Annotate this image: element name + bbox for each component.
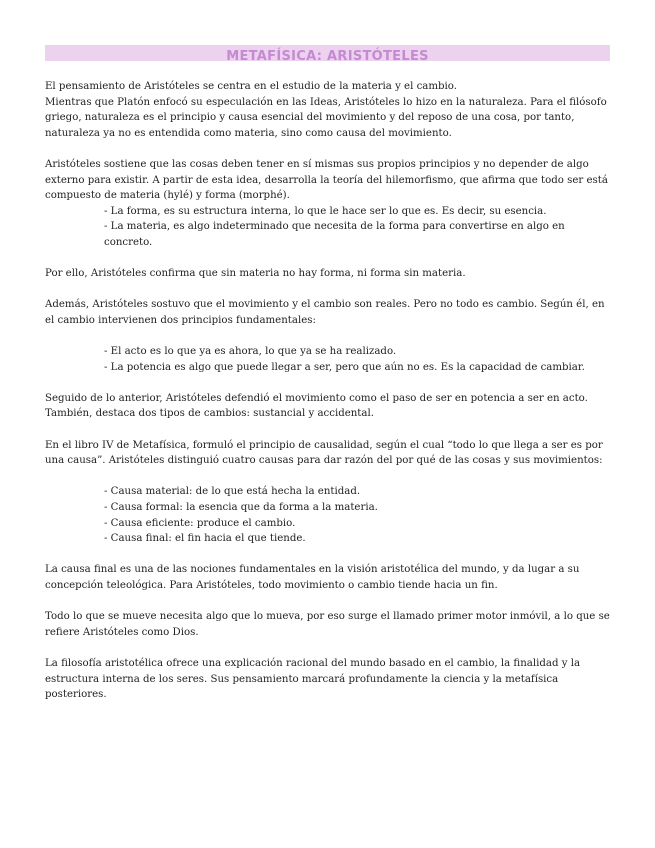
list-item: - Causa formal: la esencia que da forma a la materia. [104, 502, 378, 514]
paragraph: Por ello, Aristóteles confirma que sin materia no hay forma, ni forma sin materia. [45, 268, 466, 280]
document-body [45, 79, 610, 703]
list-item: - Causa final: el fin hacia el que tiende. [104, 533, 306, 545]
list-item: - El acto es lo que ya es ahora, lo que ya se ha realizado. [104, 346, 397, 358]
paragraph: Mientras que Platón enfocó su especulación en las Ideas, Aristóteles lo hizo en la naturaleza. Para el filósofo griego, naturaleza es el principio y causa esencial del movimiento y del reposo de una cosa, por tanto, naturaleza ya no es entendida como materia, sino como causa del movimiento. [45, 96, 607, 139]
paragraph: Además, Aristóteles sostuvo que el movimiento y el cambio son reales. Pero no todo es cambio. Según él, en el cambio intervienen dos principios fundamentales: [45, 299, 605, 326]
paragraph: Todo lo que se mueve necesita algo que lo mueva, por eso surge el llamado primer motor inmóvil, a lo que se refiere Aristóteles como Dios. [45, 611, 610, 638]
paragraph: Aristóteles sostiene que las cosas deben tener en sí mismas sus propios principios y no depender de algo externo para existir. A partir de esta idea, desarrolla la teoría del hilemorfismo, que afirma que todo ser está compuesto de materia (hylé) y forma (morphé). [45, 158, 608, 202]
title-banner [45, 45, 610, 64]
list-item: - La forma, es su estructura interna, lo que le hace ser lo que es. Es decir, su esencia. [104, 205, 547, 217]
four-causes-list [45, 484, 610, 546]
paragraph: La causa final es una de las nociones fundamentales en la visión aristotélica del mundo, y da lugar a su concepción teleológica. Para Aristóteles, todo movimiento o cambio tiende hacia un fin. [45, 564, 580, 591]
list-item: - La potencia es algo que puede llegar a ser, pero que aún no es. Es la capacidad de cambiar. [104, 361, 585, 373]
list-item: - Causa material: de lo que está hecha la entidad. [104, 486, 361, 498]
act-potency-list [45, 344, 610, 375]
paragraph: En el libro IV de Metafísica, formuló el principio de causalidad, según el cual “todo lo que llega a ser es por una causa”. Aristóteles distinguió cuatro causas para dar razón del por qué de las cosas y sus movimientos: [45, 439, 603, 467]
paragraph: El pensamiento de Aristóteles se centra en el estudio de la materia y el cambio. [45, 81, 457, 92]
list-item: - Causa eficiente: produce el cambio. [104, 517, 296, 529]
paragraph: La filosofía aristotélica ofrece una explicación racional del mundo basado en el cambio, la finalidad y la estructura interna de los seres. Sus pensamiento marcará profundamente la ciencia y la metafísica posteriores. [45, 657, 581, 701]
list-item: - La materia, es algo indeterminado que necesita de la forma para convertirse en algo en concreto. [104, 221, 565, 248]
page-title: METAFÍSICA: ARISTÓTELES [226, 49, 429, 64]
hylemorphism-list [45, 204, 610, 251]
paragraph: Seguido de lo anterior, Aristóteles defendió el movimiento como el paso de ser en potencia a ser en acto. También, destaca dos tipos de cambios: sustancial y accidental. [45, 392, 588, 420]
